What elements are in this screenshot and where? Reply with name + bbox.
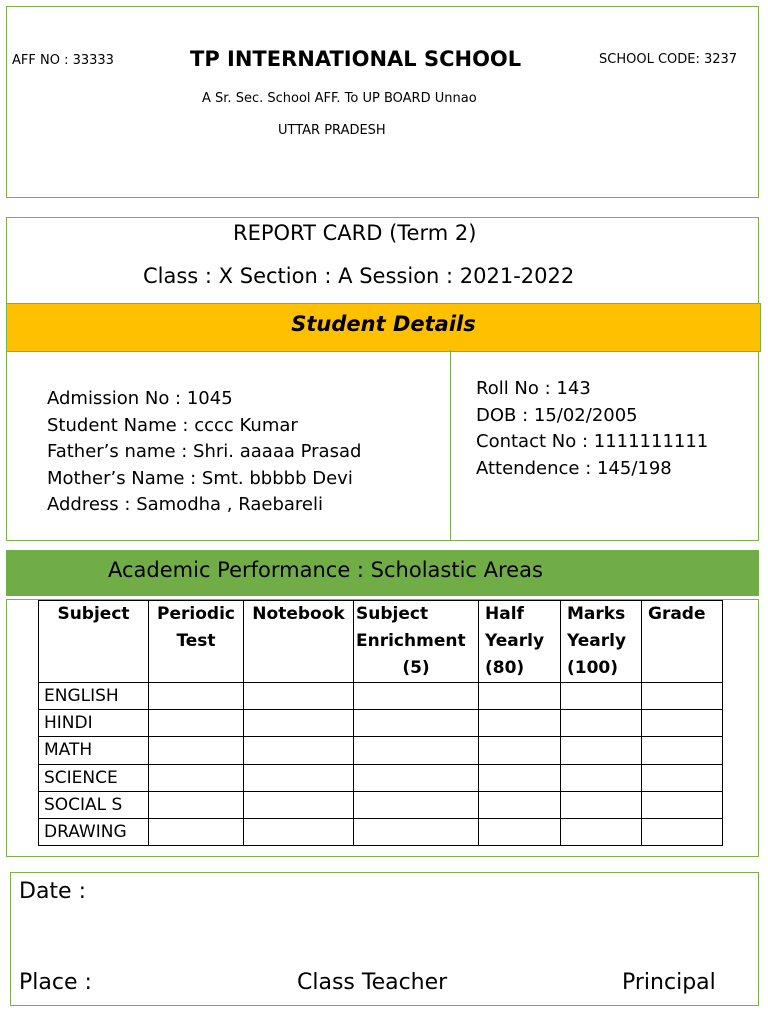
details-divider [450, 350, 451, 541]
mark-cell[interactable] [244, 791, 354, 818]
mark-cell[interactable] [149, 710, 244, 737]
mark-cell[interactable] [244, 710, 354, 737]
table-row [39, 791, 723, 818]
school-name: TP INTERNATIONAL SCHOOL [190, 47, 522, 71]
mark-cell[interactable] [479, 710, 561, 737]
mark-cell[interactable] [149, 791, 244, 818]
table-header-row [39, 601, 723, 683]
mark-cell[interactable] [479, 818, 561, 845]
mark-cell[interactable] [642, 737, 723, 764]
mark-cell[interactable] [479, 791, 561, 818]
principal-label: Principal [622, 970, 716, 995]
table-row [39, 710, 723, 737]
address: Address : Samodha , Raebareli [47, 494, 323, 515]
table-row [39, 818, 723, 845]
subject-cell: SOCIAL S [39, 791, 149, 818]
col-subject: Subject [39, 601, 149, 683]
mark-cell[interactable] [244, 818, 354, 845]
dob: DOB : 15/02/2005 [476, 404, 638, 426]
mark-cell[interactable] [642, 818, 723, 845]
col-subject-enrichment: Subject Enrichment (5) [354, 601, 479, 683]
affiliation-line: A Sr. Sec. School AFF. To UP BOARD Unnao [202, 91, 477, 106]
subject-cell: MATH [39, 737, 149, 764]
mark-cell[interactable] [354, 710, 479, 737]
state-line: UTTAR PRADESH [278, 123, 386, 138]
col-half-yearly: Half Yearly (80) [479, 601, 561, 683]
mark-cell[interactable] [561, 737, 642, 764]
marks-table [38, 600, 723, 846]
student-name: Student Name : cccc Kumar [47, 414, 298, 436]
table-row [39, 764, 723, 791]
aff-number: AFF NO : 33333 [12, 53, 114, 68]
academic-performance-band [6, 550, 759, 596]
mark-cell[interactable] [642, 710, 723, 737]
mark-cell[interactable] [561, 710, 642, 737]
mark-cell[interactable] [244, 683, 354, 710]
col-notebook: Notebook [244, 601, 354, 683]
mark-cell[interactable] [354, 764, 479, 791]
mark-cell[interactable] [561, 683, 642, 710]
subject-cell: HINDI [39, 710, 149, 737]
mark-cell[interactable] [642, 683, 723, 710]
student-details-band [6, 303, 761, 352]
mark-cell[interactable] [354, 737, 479, 764]
contact-no: Contact No : 1111111111 [476, 431, 709, 452]
table-row [39, 737, 723, 764]
student-details-left [47, 386, 361, 519]
admission-no: Admission No : 1045 [47, 388, 233, 409]
mark-cell[interactable] [479, 737, 561, 764]
student-details-right [476, 376, 708, 482]
mark-cell[interactable] [244, 764, 354, 791]
mark-cell[interactable] [642, 791, 723, 818]
class-section-session: Class : X Section : A Session : 2021-2022 [143, 264, 575, 288]
mark-cell[interactable] [479, 764, 561, 791]
subject-cell: ENGLISH [39, 683, 149, 710]
report-title: REPORT CARD (Term 2) [233, 221, 477, 245]
academic-heading: Academic Performance : Scholastic Areas [108, 558, 543, 582]
student-details-heading: Student Details [291, 312, 476, 336]
mark-cell[interactable] [479, 683, 561, 710]
mark-cell[interactable] [561, 818, 642, 845]
class-teacher-label: Class Teacher [297, 970, 448, 995]
mark-cell[interactable] [354, 818, 479, 845]
mark-cell[interactable] [149, 683, 244, 710]
col-periodic-test: Periodic Test [149, 601, 244, 683]
mark-cell[interactable] [561, 791, 642, 818]
mark-cell[interactable] [149, 737, 244, 764]
col-marks-yearly: Marks Yearly (100) [561, 601, 642, 683]
mark-cell[interactable] [642, 764, 723, 791]
father-name: Father’s name : Shri. aaaaa Prasad [47, 441, 362, 462]
attendance: Attendence : 145/198 [476, 457, 672, 479]
mark-cell[interactable] [561, 764, 642, 791]
col-grade: Grade [642, 601, 723, 683]
place-label: Place : [19, 970, 92, 995]
mark-cell[interactable] [354, 791, 479, 818]
school-code: SCHOOL CODE: 3237 [599, 52, 738, 67]
subject-cell: SCIENCE [39, 764, 149, 791]
mark-cell[interactable] [149, 818, 244, 845]
roll-no: Roll No : 143 [476, 378, 591, 399]
mark-cell[interactable] [149, 764, 244, 791]
mother-name: Mother’s Name : Smt. bbbbb Devi [47, 467, 353, 489]
table-row [39, 683, 723, 710]
mark-cell[interactable] [244, 737, 354, 764]
date-label: Date : [19, 879, 86, 904]
mark-cell[interactable] [354, 683, 479, 710]
subject-cell: DRAWING [39, 818, 149, 845]
